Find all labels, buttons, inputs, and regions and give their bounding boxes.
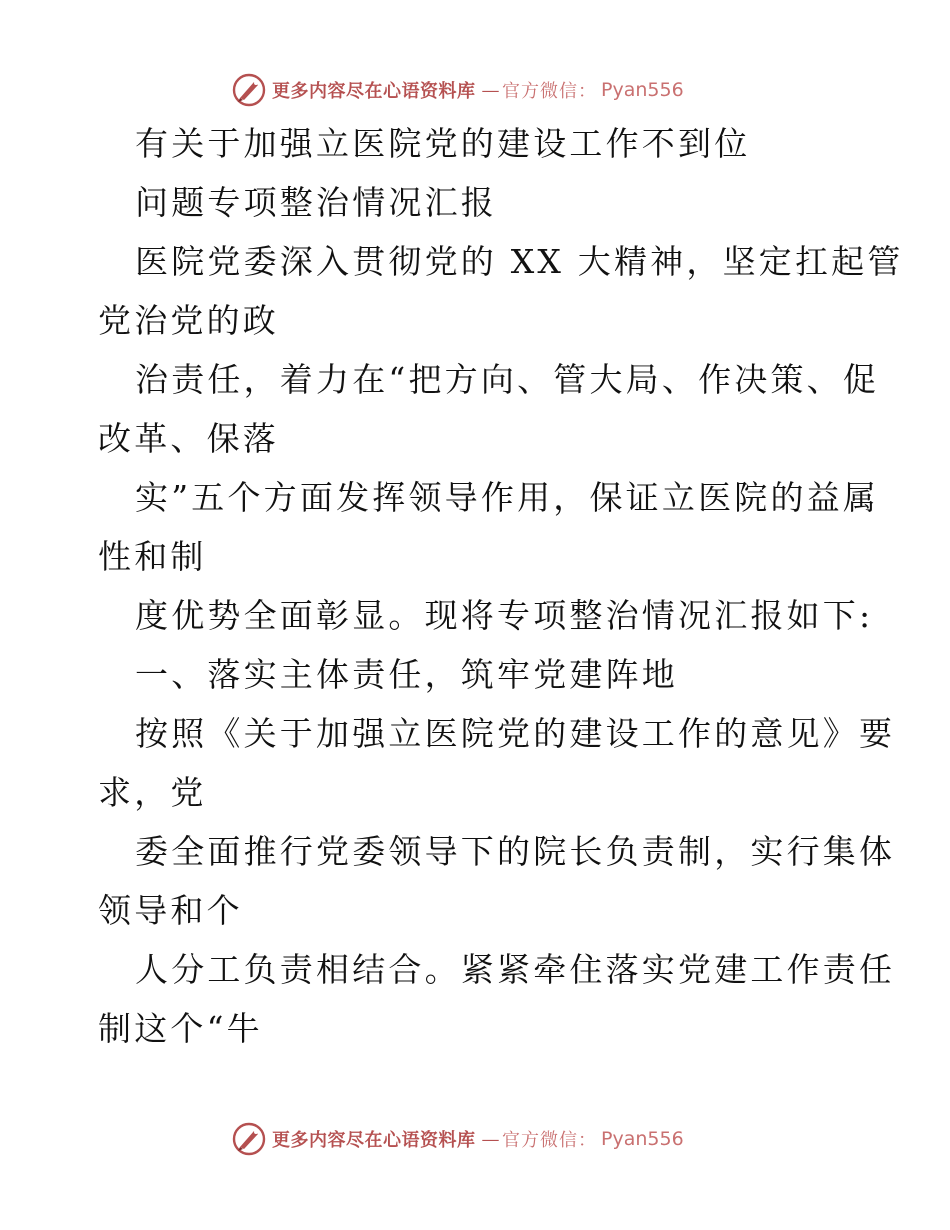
footer-site-text: 更多内容尽在心语资料库 xyxy=(272,1130,476,1151)
doc-title-line-2: 问题专项整治情况汇报 xyxy=(135,183,497,222)
pen-logo-icon xyxy=(232,73,266,107)
footer-wechat-label: 官方微信： xyxy=(502,1130,597,1151)
section-heading: 一、落实主体责任，筑牢党建阵地 xyxy=(135,655,678,694)
paragraph-line: 医院党委深入贯彻党的 XX 大精神，坚定扛起管 xyxy=(135,242,904,281)
header-banner xyxy=(232,72,752,108)
paragraph-line: 求，党 xyxy=(98,773,207,812)
header-dash: — xyxy=(481,79,500,101)
paragraph-line: 委全面推行党委领导下的院长负责制，实行集体 xyxy=(135,832,896,871)
paragraph-line: 领导和个 xyxy=(98,891,243,930)
header-wechat-id: Pyan556 xyxy=(601,79,684,101)
paragraph-line: 党治党的政 xyxy=(98,301,279,340)
header-site-text: 更多内容尽在心语资料库 xyxy=(272,81,476,102)
doc-title-line-1: 有关于加强立医院党的建设工作不到位 xyxy=(135,124,751,163)
paragraph-line: 按照《关于加强立医院党的建设工作的意见》要 xyxy=(135,714,896,753)
pen-logo-icon xyxy=(232,1122,266,1156)
paragraph-line: 改革、保落 xyxy=(98,419,279,458)
paragraph-line: 性和制 xyxy=(98,537,207,576)
paragraph-line: 实”五个方面发挥领导作用，保证立医院的益属 xyxy=(135,478,880,517)
header-wechat-label: 官方微信： xyxy=(502,81,597,102)
paragraph-line: 制这个“牛 xyxy=(98,1009,263,1048)
paragraph-line: 治责任，着力在“把方向、管大局、作决策、促 xyxy=(135,360,880,399)
footer-banner xyxy=(232,1121,752,1157)
footer-dash: — xyxy=(481,1128,500,1150)
paragraph-line: 度优势全面彰显。现将专项整治情况汇报如下: xyxy=(135,596,874,635)
footer-wechat-id: Pyan556 xyxy=(601,1128,684,1150)
paragraph-line: 人分工负责相结合。紧紧牵住落实党建工作责任 xyxy=(135,950,896,989)
